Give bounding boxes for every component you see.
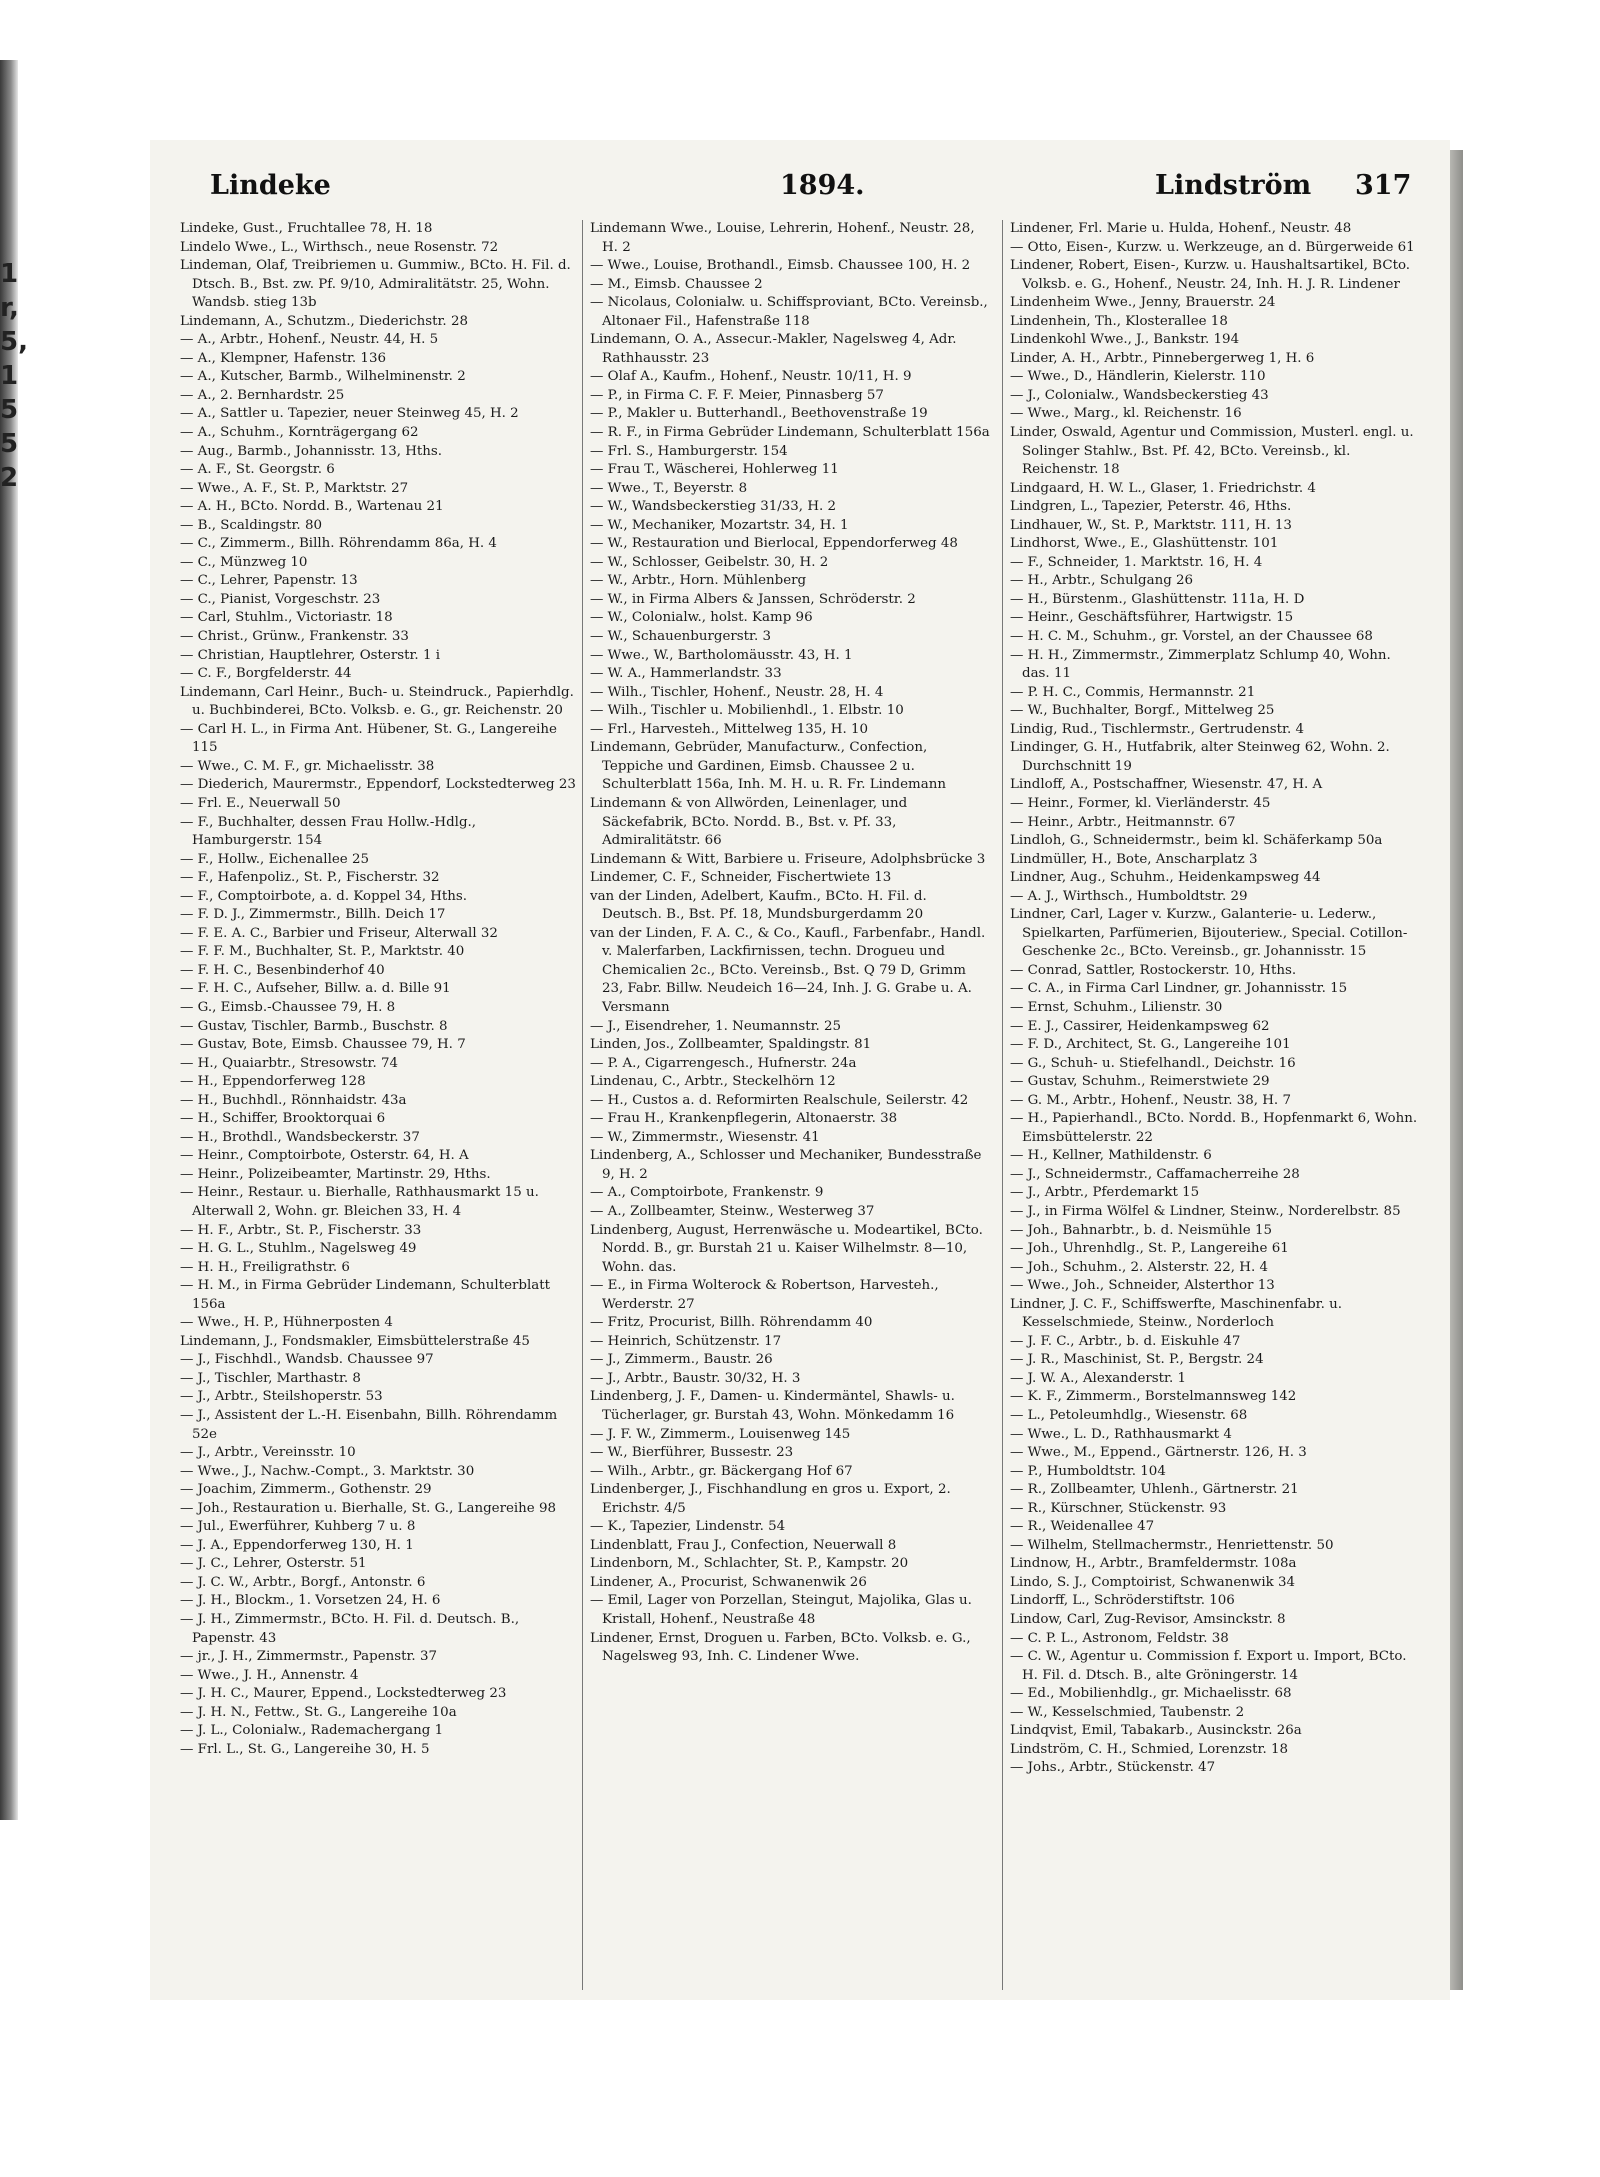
directory-entry: — E. J., Cassirer, Heidenkampsweg 62 [1010, 1018, 1270, 1034]
directory-entry: — A., Zollbeamter, Steinw., Westerweg 37 [590, 1203, 875, 1219]
directory-entry: Lindner, Carl, Lager v. Kurzw., Galanterie- u. Lederw., Spielkarten, Parfümerien, Bijouteriew., Special. Cotillon-Geschenke 2c., BCto. Vereinsb., gr. Johannisstr. 15 [1010, 907, 1408, 960]
directory-entry: — Carl, Stuhlm., Victoriastr. 18 [180, 610, 393, 626]
directory-entry: Linder, A. H., Arbtr., Pinnebergerweg 1, H. 6 [1010, 350, 1315, 366]
directory-entry: Lindqvist, Emil, Tabakarb., Ausinckstr. 26a [1010, 1723, 1302, 1739]
directory-entry: — A., Arbtr., Hohenf., Neustr. 44, H. 5 [180, 332, 439, 348]
directory-entry: — H., Arbtr., Schulgang 26 [1010, 573, 1194, 589]
directory-entry: — C., Lehrer, Papenstr. 13 [180, 573, 358, 589]
directory-entry: — F. H. C., Aufseher, Billw. a. d. Bille 91 [180, 981, 451, 997]
directory-entry: Lindener, A., Procurist, Schwanenwik 26 [590, 1574, 867, 1590]
directory-entry: — F., Buchhalter, dessen Frau Hollw.-Hdlg., Hamburgerstr. 154 [180, 814, 477, 849]
directory-entry: — J. L., Colonialw., Rademachergang 1 [180, 1723, 444, 1739]
directory-entry: — P., Humboldtstr. 104 [1010, 1463, 1166, 1479]
directory-entry: — A. F., St. Georgstr. 6 [180, 462, 335, 478]
directory-entry: Lindemann, J., Fondsmakler, Eimsbüttelerstraße 45 [180, 1333, 530, 1349]
directory-entry: — Wwe., J. H., Annenstr. 4 [180, 1667, 359, 1683]
directory-entry: Lindeman, Olaf, Treibriemen u. Gummiw., BCto. H. Fil. d. Dtsch. B., Bst. zw. Pf. 9/10, Admiralitätstr. 25, Wohn. Wandsb. stieg 13b [180, 258, 571, 311]
directory-entry: — Gustav, Bote, Eimsb. Chaussee 79, H. 7 [180, 1037, 466, 1053]
directory-entry: — H., Kellner, Mathildenstr. 6 [1010, 1148, 1212, 1164]
directory-entry: — F. E. A. C., Barbier und Friseur, Alterwall 32 [180, 925, 498, 941]
directory-entry: Lindemann, Carl Heinr., Buch- u. Steindruck., Papierhdlg. u. Buchbinderei, BCto. Volksb. e. G., gr. Reichenstr. 20 [180, 684, 574, 719]
directory-entry: — F. H. C., Besenbinderhof 40 [180, 962, 385, 978]
directory-entry: — F. D. J., Zimmermstr., Billh. Deich 17 [180, 907, 446, 923]
directory-entry: Lindenkohl Wwe., J., Bankstr. 194 [1010, 332, 1240, 348]
margin-mark: 1 [0, 361, 19, 391]
directory-entry: — C. P. L., Astronom, Feldstr. 38 [1010, 1630, 1229, 1646]
directory-entry: — Wwe., J., Nachw.-Compt., 3. Marktstr. 30 [180, 1463, 475, 1479]
directory-entry: — Wilh., Tischler, Hohenf., Neustr. 28, H. 4 [590, 684, 884, 700]
directory-entry: — P., Makler u. Butterhandl., Beethovenstraße 19 [590, 406, 928, 422]
directory-entry: — Fritz, Procurist, Billh. Röhrendamm 40 [590, 1315, 873, 1331]
directory-entry: Lindelo Wwe., L., Wirthsch., neue Rosenstr. 72 [180, 239, 499, 255]
directory-entry: Lindner, Aug., Schuhm., Heidenkampsweg 44 [1010, 870, 1321, 886]
directory-entry: — C., Pianist, Vorgeschstr. 23 [180, 591, 381, 607]
directory-entry: — F., Schneider, 1. Marktstr. 16, H. 4 [1010, 554, 1263, 570]
directory-entry: Lindeke, Gust., Fruchtallee 78, H. 18 [180, 221, 433, 236]
directory-entry: Lindenheim Wwe., Jenny, Brauerstr. 24 [1010, 295, 1276, 311]
directory-entry: — Wwe., W., Bartholomäusstr. 43, H. 1 [590, 647, 853, 663]
column-2 [590, 220, 990, 1667]
directory-entry: — H., Buchhdl., Rönnhaidstr. 43a [180, 1092, 407, 1108]
directory-entry: Lindenberg, A., Schlosser und Mechaniker, Bundesstraße 9, H. 2 [590, 1148, 982, 1182]
directory-entry: van der Linden, F. A. C., & Co., Kaufl., Farbenfabr., Handl. v. Malerfarben, Lackfirnissen, techn. Drogueu und Chemicalien 2c., BCto. Vereinsb., Bst. Q 79 D, Grimm 23, Fabr. Billw. Neudeich 16—24, Inh. J. G. Grabe u. A. Versmann [590, 925, 986, 1015]
directory-entry: Lindenberger, J., Fischhandlung en gros u. Export, 2. Erichstr. 4/5 [590, 1482, 951, 1516]
directory-page [150, 140, 1450, 2000]
directory-entry: Lindloh, G., Schneidermstr., beim kl. Schäferkamp 50a [1010, 833, 1383, 849]
directory-entry: — W., Colonialw., holst. Kamp 96 [590, 610, 813, 626]
directory-entry: — B., Scaldingstr. 80 [180, 517, 322, 533]
directory-entry: Lindenberg, J. F., Damen- u. Kindermäntel, Shawls- u. Tücherlager, gr. Burstah 43, Wohn. Mönkedamm 16 [590, 1389, 955, 1423]
directory-entry: Lindemann & Witt, Barbiere u. Friseure, Adolphsbrücke 3 [590, 851, 986, 867]
directory-entry: Lindener, Robert, Eisen-, Kurzw. u. Haushaltsartikel, BCto. Volksb. e. G., Hohenf., Neustr. 24, Inh. H. J. R. Lindener [1010, 258, 1411, 292]
directory-entry: Lindemann, Gebrüder, Manufacturw., Confection, Teppiche und Gardinen, Eimsb. Chaussee 2 u. Schulterblatt 156a, Inh. M. H. u. R. Fr. Lindemann [590, 740, 946, 793]
directory-entry: — J., Tischler, Marthastr. 8 [180, 1370, 361, 1386]
directory-entry: — Wilhelm, Stellmachermstr., Henriettenstr. 50 [1010, 1537, 1334, 1553]
directory-entry: — C., Münzweg 10 [180, 554, 308, 570]
directory-entry: — J., Fischhdl., Wandsb. Chaussee 97 [180, 1352, 434, 1368]
directory-entry: — Otto, Eisen-, Kurzw. u. Werkzeuge, an d. Bürgerweide 61 [1010, 239, 1415, 255]
directory-entry: — G., Eimsb.-Chaussee 79, H. 8 [180, 999, 396, 1015]
directory-entry: — J. H. C., Maurer, Eppend., Lockstedterweg 23 [180, 1686, 507, 1702]
directory-entry: — H., Bürstenm., Glashüttenstr. 111a, H. D [1010, 591, 1305, 607]
directory-entry: — W., Wandsbeckerstieg 31/33, H. 2 [590, 499, 837, 515]
directory-entry: — Frl. S., Hamburgerstr. 154 [590, 443, 788, 459]
directory-entry: Lindloff, A., Postschaffner, Wiesenstr. 47, H. A [1010, 777, 1323, 793]
directory-entry: — L., Petoleumhdlg., Wiesenstr. 68 [1010, 1408, 1248, 1423]
directory-entry: — Heinr., Comptoirbote, Osterstr. 64, H. A [180, 1148, 469, 1164]
directory-entry: Lindnow, H., Arbtr., Bramfeldermstr. 108a [1010, 1556, 1297, 1572]
directory-entry: van der Linden, Adelbert, Kaufm., BCto. H. Fil. d. Deutsch. B., Bst. Pf. 18, Mundsburgerdamm 20 [590, 888, 927, 923]
directory-entry: — Conrad, Sattler, Rostockerstr. 10, Hths. [1010, 962, 1297, 978]
directory-entry: — H. H., Zimmermstr., Zimmerplatz Schlump 40, Wohn. das. 11 [1010, 647, 1391, 682]
directory-entry: — J. C. W., Arbtr., Borgf., Antonstr. 6 [180, 1574, 426, 1590]
directory-entry: — H. G. L., Stuhlm., Nagelsweg 49 [180, 1241, 417, 1257]
directory-entry: — Frl., Harvesteh., Mittelweg 135, H. 10 [590, 721, 868, 737]
directory-entry: — A. J., Wirthsch., Humboldtstr. 29 [1010, 888, 1248, 904]
directory-entry: — Christian, Hauptlehrer, Osterstr. 1 i [180, 647, 441, 663]
margin-mark: 5 [0, 395, 19, 425]
directory-entry: — Joh., Restauration u. Bierhalle, St. G., Langereihe 98 [180, 1500, 557, 1516]
directory-entry: Lindhauer, W., St. P., Marktstr. 111, H. 13 [1010, 517, 1292, 533]
directory-entry: — W., Zimmermstr., Wiesenstr. 41 [590, 1129, 820, 1145]
directory-entry: — J., Arbtr., Vereinsstr. 10 [180, 1445, 356, 1461]
directory-entry: — R., Zollbeamter, Uhlenh., Gärtnerstr. 21 [1010, 1482, 1299, 1498]
directory-entry: — Wilh., Tischler u. Mobilienhdl., 1. Elbstr. 10 [590, 703, 904, 719]
directory-entry: Lindener, Ernst, Droguen u. Farben, BCto. Volksb. e. G., Nagelsweg 93, Inh. C. Lindener Wwe. [590, 1630, 971, 1665]
directory-entry: — H., Eppendorferweg 128 [180, 1074, 366, 1090]
directory-entry: — J. F. C., Arbtr., b. d. Eiskuhle 47 [1010, 1333, 1241, 1349]
directory-entry: — A., Schuhm., Kornträgergang 62 [180, 425, 419, 441]
directory-entry: — H. H., Freiligrathstr. 6 [180, 1259, 350, 1275]
directory-entry: — A., Comptoirbote, Frankenstr. 9 [590, 1185, 824, 1201]
directory-entry: — W., Kesselschmied, Taubenstr. 2 [1010, 1704, 1245, 1720]
directory-entry: — Joh., Schuhm., 2. Alsterstr. 22, H. 4 [1010, 1259, 1269, 1275]
directory-entry: — A., Sattler u. Tapezier, neuer Steinweg 45, H. 2 [180, 406, 519, 422]
column-3 [1010, 220, 1420, 1778]
directory-entry: — A., Klempner, Hafenstr. 136 [180, 350, 386, 366]
directory-entry: — J. A., Eppendorferweg 130, H. 1 [180, 1537, 414, 1553]
directory-entry: Linden, Jos., Zollbeamter, Spaldingstr. 81 [590, 1037, 872, 1053]
directory-entry: — G. M., Arbtr., Hohenf., Neustr. 38, H. 7 [1010, 1092, 1291, 1108]
directory-entry: — Wwe., H. P., Hühnerposten 4 [180, 1315, 393, 1331]
directory-entry: — Gustav, Schuhm., Reimerstwiete 29 [1010, 1074, 1270, 1090]
directory-entry: — Wwe., D., Händlerin, Kielerstr. 110 [1010, 369, 1266, 385]
directory-entry: Lindenau, C., Arbtr., Steckelhörn 12 [590, 1074, 836, 1090]
directory-entry: — W., Schlosser, Geibelstr. 30, H. 2 [590, 554, 829, 570]
directory-entry: — J. W. A., Alexanderstr. 1 [1010, 1370, 1187, 1386]
directory-entry: — J., Arbtr., Pferdemarkt 15 [1010, 1185, 1200, 1201]
directory-entry: — G., Schuh- u. Stiefelhandl., Deichstr. 16 [1010, 1055, 1296, 1071]
page-header [150, 170, 1450, 210]
directory-entry: — J. H. N., Fettw., St. G., Langereihe 10a [180, 1704, 457, 1720]
directory-entry: Lindhorst, Wwe., E., Glashüttenstr. 101 [1010, 536, 1279, 552]
directory-entry: — Frl. L., St. G., Langereihe 30, H. 5 [180, 1741, 430, 1757]
directory-entry: — J., Arbtr., Steilshoperstr. 53 [180, 1389, 383, 1405]
directory-entry: Lindig, Rud., Tischlermstr., Gertrudenstr. 4 [1010, 721, 1305, 737]
directory-entry: — Heinr., Restaur. u. Bierhalle, Rathhausmarkt 15 u. Alterwall 2, Wohn. gr. Bleichen 33, H. 4 [180, 1185, 539, 1219]
directory-entry: Lindenhein, Th., Klosterallee 18 [1010, 313, 1228, 329]
directory-entry: — J. R., Maschinist, St. P., Bergstr. 24 [1010, 1352, 1264, 1368]
directory-entry: Lindenblatt, Frau J., Confection, Neuerwall 8 [590, 1537, 897, 1553]
directory-entry: — E., in Firma Wolterock & Robertson, Harvesteh., Werderstr. 27 [590, 1278, 939, 1312]
directory-entry: Lindenberg, August, Herrenwäsche u. Modeartikel, BCto. Nordd. B., gr. Burstah 21 u. Kaiser Wilhelmstr. 8—10, Wohn. das. [590, 1222, 983, 1275]
directory-entry: Lindemer, C. F., Schneider, Fischertwiete 13 [590, 870, 892, 886]
directory-entry: — F., Hollw., Eichenallee 25 [180, 851, 369, 867]
directory-entry: — Ed., Mobilienhdlg., gr. Michaelisstr. 68 [1010, 1686, 1292, 1702]
directory-entry: Lindorff, L., Schröderstiftstr. 106 [1010, 1593, 1235, 1609]
directory-entry: — J., Arbtr., Baustr. 30/32, H. 3 [590, 1370, 801, 1386]
directory-entry: — J., Zimmerm., Baustr. 26 [590, 1352, 773, 1368]
directory-entry: — F., Hafenpoliz., St. P., Fischerstr. 32 [180, 870, 440, 886]
column-divider [582, 220, 583, 1990]
directory-entry: — Heinrich, Schützenstr. 17 [590, 1333, 782, 1349]
margin-mark: r, [0, 293, 19, 323]
directory-entry: Lindo, S. J., Comptoirist, Schwanenwik 34 [1010, 1574, 1296, 1590]
directory-entry: — Frl. E., Neuerwall 50 [180, 795, 341, 811]
directory-entry: — A., Kutscher, Barmb., Wilhelminenstr. 2 [180, 369, 466, 385]
directory-entry: Lindemann & von Allwörden, Leinenlager, und Säckefabrik, BCto. Nordd. B., Bst. v. Pf. 33, Admiralitätstr. 66 [590, 795, 908, 849]
directory-entry: — C. A., in Firma Carl Lindner, gr. Johannisstr. 15 [1010, 981, 1348, 997]
directory-entry: — J. F. W., Zimmerm., Louisenweg 145 [590, 1426, 851, 1442]
directory-entry: — A. H., BCto. Nordd. B., Wartenau 21 [180, 499, 444, 515]
directory-entry: — J., in Firma Wölfel & Lindner, Steinw., Norderelbstr. 85 [1010, 1203, 1401, 1219]
directory-entry: — K., Tapezier, Lindenstr. 54 [590, 1519, 786, 1535]
directory-entry: — C. W., Agentur u. Commission f. Export u. Import, BCto. H. Fil. d. Dtsch. B., alte Gröningerstr. 14 [1010, 1649, 1407, 1683]
directory-entry: — Nicolaus, Colonialw. u. Schiffsproviant, BCto. Vereinsb., Altonaer Fil., Hafenstraße 118 [590, 295, 988, 329]
directory-entry: Lindemann, O. A., Assecur.-Makler, Nagelsweg 4, Adr. Rathhausstr. 23 [590, 332, 957, 366]
directory-entry: Lindström, C. H., Schmied, Lorenzstr. 18 [1010, 1741, 1289, 1757]
directory-entry: — Frau T., Wäscherei, Hohlerweg 11 [590, 462, 839, 478]
directory-entry: — J., Colonialw., Wandsbeckerstieg 43 [1010, 387, 1269, 403]
directory-entry: — P., in Firma C. F. F. Meier, Pinnasberg 57 [590, 387, 884, 403]
directory-entry: — Heinr., Polizeibeamter, Martinstr. 29, Hths. [180, 1166, 491, 1182]
directory-entry: Lindemann, A., Schutzm., Diederichstr. 28 [180, 313, 468, 329]
directory-entry: — Heinr., Arbtr., Heitmannstr. 67 [1010, 814, 1236, 830]
directory-entry: — H., Schiffer, Brooktorquai 6 [180, 1111, 386, 1127]
directory-entry: — Wwe., C. M. F., gr. Michaelisstr. 38 [180, 758, 435, 774]
directory-entry: Lindener, Frl. Marie u. Hulda, Hohenf., Neustr. 48 [1010, 221, 1352, 236]
directory-entry: — F. F. M., Buchhalter, St. P., Marktstr. 40 [180, 944, 465, 960]
directory-entry: — K. F., Zimmerm., Borstelmannsweg 142 [1010, 1389, 1297, 1405]
directory-entry: — P. H. C., Commis, Hermannstr. 21 [1010, 684, 1256, 700]
directory-entry: — H., Papierhandl., BCto. Nordd. B., Hopfenmarkt 6, Wohn. Eimsbüttelerstr. 22 [1010, 1111, 1418, 1145]
margin-mark: 2 [0, 463, 19, 493]
directory-entry: — Ernst, Schuhm., Lilienstr. 30 [1010, 999, 1223, 1015]
directory-entry: — F. D., Architect, St. G., Langereihe 101 [1010, 1037, 1291, 1053]
directory-entry: — J. H., Zimmermstr., BCto. H. Fil. d. Deutsch. B., Papenstr. 43 [180, 1612, 520, 1646]
directory-entry: Lindow, Carl, Zug-Revisor, Amsinckstr. 8 [1010, 1612, 1286, 1628]
page-number: 317 [1355, 170, 1412, 201]
directory-entry: — Olaf A., Kaufm., Hohenf., Neustr. 10/11, H. 9 [590, 369, 912, 385]
directory-entry: — R., Kürschner, Stückenstr. 93 [1010, 1500, 1227, 1516]
directory-entry: — Wwe., Marg., kl. Reichenstr. 16 [1010, 406, 1242, 422]
directory-entry: — H., Custos a. d. Reformirten Realschule, Seilerstr. 42 [590, 1092, 969, 1108]
directory-entry: — R., Weidenallee 47 [1010, 1519, 1155, 1535]
directory-entry: Lindmüller, H., Bote, Anscharplatz 3 [1010, 851, 1258, 867]
directory-entry: — Gustav, Tischler, Barmb., Buschstr. 8 [180, 1018, 448, 1034]
header-left-catchword: Lindeke [210, 170, 331, 201]
directory-entry: — Wwe., M., Eppend., Gärtnerstr. 126, H. 3 [1010, 1445, 1307, 1461]
directory-entry: Lindgaard, H. W. L., Glaser, 1. Friedrichstr. 4 [1010, 480, 1316, 496]
margin-mark: 5 [0, 429, 19, 459]
directory-entry: Lindenborn, M., Schlachter, St. P., Kampstr. 20 [590, 1556, 909, 1572]
directory-entry: — W., Mechaniker, Mozartstr. 34, H. 1 [590, 517, 849, 533]
directory-entry: — H. M., in Firma Gebrüder Lindemann, Schulterblatt 156a [180, 1278, 551, 1312]
column-divider [1002, 220, 1003, 1990]
directory-entry: — Joh., Bahnarbtr., b. d. Neismühle 15 [1010, 1222, 1272, 1238]
directory-entry: — Aug., Barmb., Johannisstr. 13, Hths. [180, 443, 443, 459]
directory-entry: — J. H., Blockm., 1. Vorsetzen 24, H. 6 [180, 1593, 441, 1609]
directory-entry: Lindner, J. C. F., Schiffswerfte, Maschinenfabr. u. Kesselschmiede, Steinw., Norderloch [1010, 1296, 1342, 1331]
directory-entry: — W., Arbtr., Horn. Mühlenberg [590, 573, 807, 589]
directory-entry: — Wwe., Louise, Brothandl., Eimsb. Chaussee 100, H. 2 [590, 258, 971, 274]
directory-entry: — Frau H., Krankenpflegerin, Altonaerstr. 38 [590, 1111, 898, 1127]
directory-entry: — Wwe., L. D., Rathhausmarkt 4 [1010, 1426, 1232, 1442]
directory-entry: — W., Restauration und Bierlocal, Eppendorferweg 48 [590, 536, 958, 552]
directory-entry: — Joachim, Zimmerm., Gothenstr. 29 [180, 1482, 432, 1498]
directory-entry: — W. A., Hammerlandstr. 33 [590, 666, 782, 682]
margin-mark: 1 [0, 259, 19, 289]
directory-entry: — P. A., Cigarrengesch., Hufnerstr. 24a [590, 1055, 857, 1071]
directory-entry: — Heinr., Geschäftsführer, Hartwigstr. 15 [1010, 610, 1294, 626]
directory-entry: — Diederich, Maurermstr., Eppendorf, Lockstedterweg 23 [180, 777, 576, 793]
directory-entry: — C., Zimmerm., Billh. Röhrendamm 86a, H. 4 [180, 536, 497, 552]
directory-entry: — H. F., Arbtr., St. P., Fischerstr. 33 [180, 1222, 422, 1238]
directory-entry: — Jul., Ewerführer, Kuhberg 7 u. 8 [180, 1519, 416, 1535]
directory-entry: — R. F., in Firma Gebrüder Lindemann, Schulterblatt 156a [590, 425, 990, 441]
directory-entry: — Carl H. L., in Firma Ant. Hübener, St. G., Langereihe 115 [180, 721, 557, 756]
directory-entry: Lindemann Wwe., Louise, Lehrerin, Hohenf., Neustr. 28, H. 2 [590, 221, 975, 255]
header-right-catchword: Lindström [1155, 170, 1312, 201]
directory-entry: Lindgren, L., Tapezier, Peterstr. 46, Hths. [1010, 499, 1292, 515]
directory-entry: — W., Schauenburgerstr. 3 [590, 629, 771, 645]
directory-entry: — Wwe., T., Beyerstr. 8 [590, 480, 748, 496]
directory-entry: — Wwe., Joh., Schneider, Alsterthor 13 [1010, 1278, 1275, 1294]
left-margin-marks [0, 259, 28, 498]
directory-entry: Linder, Oswald, Agentur und Commission, Musterl. engl. u. Solinger Stahlw., Bst. Pf. 42, BCto. Vereinsb., kl. Reichenstr. 18 [1010, 425, 1414, 478]
directory-entry: — Joh., Uhrenhdlg., St. P., Langereihe 61 [1010, 1241, 1289, 1257]
header-year: 1894. [780, 170, 865, 201]
directory-entry: — H., Quaiarbtr., Stresowstr. 74 [180, 1055, 399, 1071]
directory-entry: — J., Eisendreher, 1. Neumannstr. 25 [590, 1018, 842, 1034]
directory-entry: — Emil, Lager von Porzellan, Steingut, Majolika, Glas u. Kristall, Hohenf., Neustraße 48 [590, 1593, 972, 1628]
directory-entry: — M., Eimsb. Chaussee 2 [590, 276, 763, 292]
directory-entry: — A., 2. Bernhardstr. 25 [180, 387, 345, 403]
directory-entry: Lindinger, G. H., Hutfabrik, alter Steinweg 62, Wohn. 2. Durchschnitt 19 [1010, 740, 1390, 774]
directory-entry: — W., Bierführer, Bussestr. 23 [590, 1445, 794, 1461]
directory-entry: — H. C. M., Schuhm., gr. Vorstel, an der Chaussee 68 [1010, 629, 1373, 645]
directory-entry: — jr., J. H., Zimmermstr., Papenstr. 37 [180, 1649, 437, 1665]
directory-entry: — W., in Firma Albers & Janssen, Schröderstr. 2 [590, 591, 916, 607]
directory-entry: — J., Schneidermstr., Caffamacherreihe 28 [1010, 1166, 1300, 1182]
directory-entry: — Johs., Arbtr., Stückenstr. 47 [1010, 1760, 1216, 1776]
directory-entry: — Christ., Grünw., Frankenstr. 33 [180, 629, 409, 645]
directory-entry: — H., Brothdl., Wandsbeckerstr. 37 [180, 1129, 420, 1145]
margin-mark: 5, [0, 327, 28, 357]
column-1 [180, 220, 580, 1759]
directory-entry: — Heinr., Former, kl. Vierländerstr. 45 [1010, 795, 1271, 811]
directory-entry: — F., Comptoirbote, a. d. Koppel 34, Hths. [180, 888, 468, 904]
directory-entry: — J., Assistent der L.-H. Eisenbahn, Billh. Röhrendamm 52e [180, 1408, 558, 1442]
directory-entry: — Wilh., Arbtr., gr. Bäckergang Hof 67 [590, 1463, 853, 1479]
directory-entry: — Wwe., A. F., St. P., Marktstr. 27 [180, 480, 409, 496]
directory-entry: — J. C., Lehrer, Osterstr. 51 [180, 1556, 367, 1572]
directory-entry: — W., Buchhalter, Borgf., Mittelweg 25 [1010, 703, 1275, 719]
directory-entry: — C. F., Borgfelderstr. 44 [180, 666, 352, 682]
